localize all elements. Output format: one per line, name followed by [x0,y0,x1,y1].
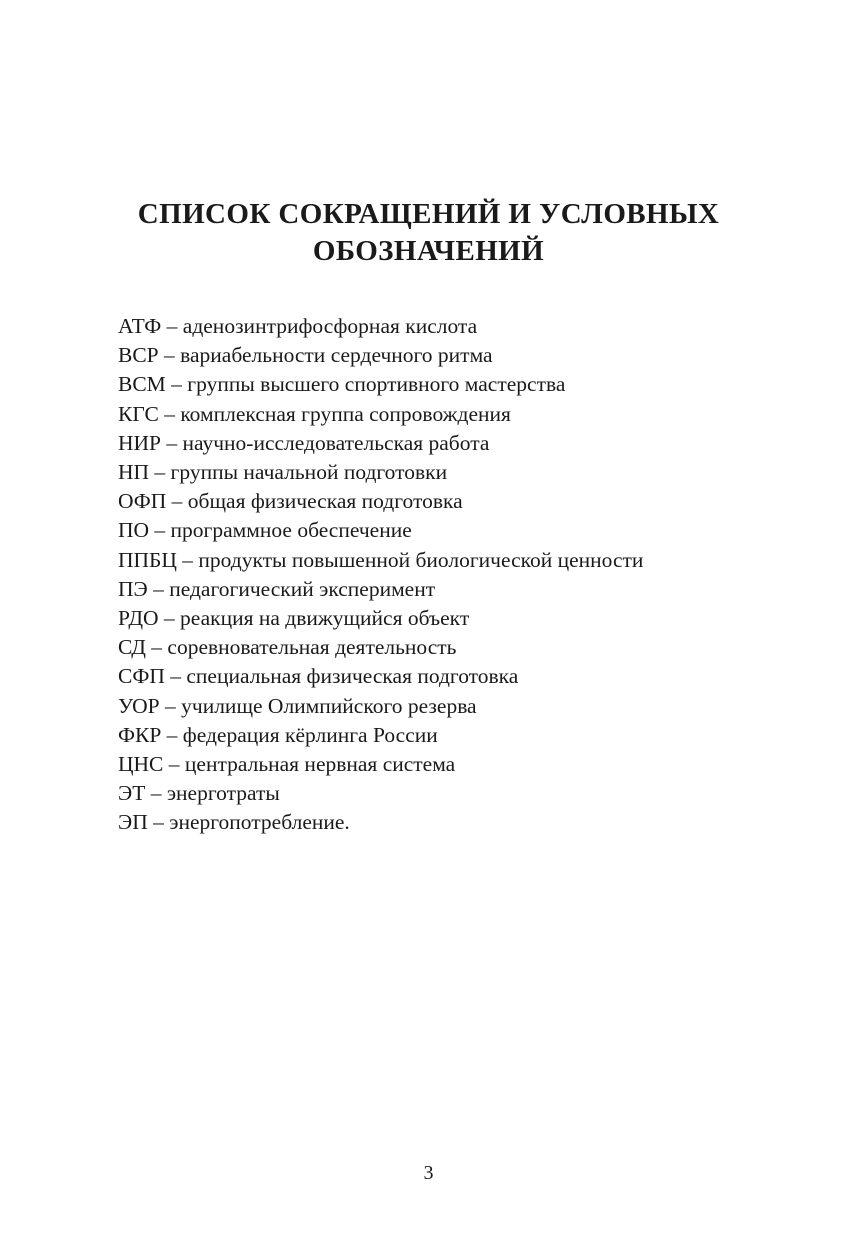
page-title-line-2: ОБОЗНАЧЕНИЙ [312,235,545,267]
abbreviation-list [118,312,643,838]
abbreviation-item: ВСР – вариабельности сердечного ритма [118,343,493,368]
abbreviation-item: ЭТ – энерготраты [118,781,280,806]
page-title [0,196,857,270]
abbreviation-item: РДО – реакция на движущийся объект [118,606,470,631]
abbreviation-item: ПО – программное обеспечение [118,518,412,543]
abbreviation-item: НП – группы начальной подготовки [118,460,448,485]
abbreviation-item: УОР – училище Олимпийского резерва [118,693,477,718]
abbreviation-item: ЦНС – центральная нервная система [118,752,456,777]
page-number: 3 [423,1162,434,1184]
abbreviation-item: ВСМ – группы высшего спортивного мастерства [118,372,566,397]
abbreviation-item: КГС – комплексная группа сопровождения [118,401,511,426]
abbreviation-item: ФКР – федерация кёрлинга России [118,722,438,747]
abbreviation-item: ОФП – общая физическая подготовка [118,489,463,514]
abbreviation-item: ППБЦ – продукты повышенной биологической ценности [118,547,644,572]
abbreviation-item: СД – соревновательная деятельность [118,635,457,660]
page-title-line-1: СПИСОК СОКРАЩЕНИЙ И УСЛОВНЫХ [137,198,720,230]
abbreviation-item: НИР – научно-исследовательская работа [118,430,490,455]
abbreviation-item: СФП – специальная физическая подготовка [118,664,519,689]
abbreviation-item: ЭП – энергопотребление. [118,810,350,835]
abbreviation-item: ПЭ – педагогический эксперимент [118,576,436,601]
abbreviation-item: АТФ – аденозинтрифосфорная кислота [118,314,478,338]
